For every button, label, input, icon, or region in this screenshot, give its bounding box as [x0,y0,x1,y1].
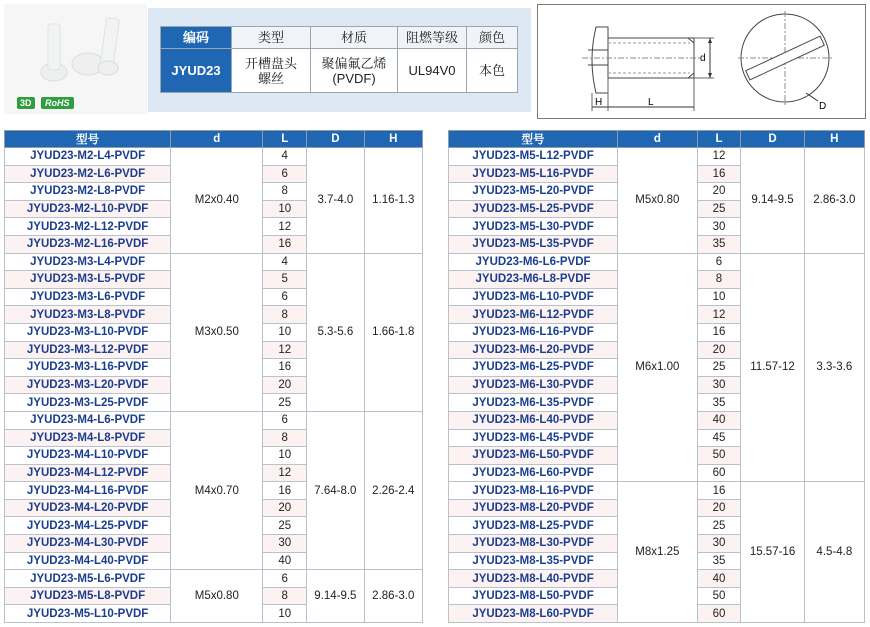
model-cell: JYUD23-M3-L4-PVDF [5,253,171,271]
length-cell: 6 [697,253,741,271]
head-height-cell: 4.5-4.8 [804,482,864,623]
model-cell: JYUD23-M5-L6-PVDF [5,570,171,588]
length-cell: 20 [697,499,741,517]
d-cell: M5x0.80 [618,148,698,254]
length-cell: 6 [263,288,307,306]
model-cell: JYUD23-M5-L20-PVDF [449,183,618,201]
model-cell: JYUD23-M6-L50-PVDF [449,447,618,465]
length-cell: 60 [697,464,741,482]
length-cell: 12 [697,148,741,166]
length-cell: 10 [697,288,741,306]
spec-material-line1: 聚偏氟乙烯 [321,55,387,71]
length-cell: 16 [697,482,741,500]
model-cell: JYUD23-M5-L8-PVDF [5,587,171,605]
length-cell: 35 [697,394,741,412]
head-diameter-cell: 3.7-4.0 [307,148,364,254]
col-header-L: L [263,131,307,148]
length-cell: 40 [697,570,741,588]
spec-color: 本色 [467,49,518,93]
model-cell: JYUD23-M2-L8-PVDF [5,183,171,201]
head-height-cell: 2.26-2.4 [364,411,422,569]
spec-type [232,49,311,93]
table-row [449,148,865,166]
model-cell: JYUD23-M5-L30-PVDF [449,218,618,236]
drawing-label-D: D [819,101,827,112]
length-cell: 5 [263,271,307,289]
head-height-cell: 1.66-1.8 [364,253,422,411]
model-cell: JYUD23-M5-L35-PVDF [449,235,618,253]
model-cell: JYUD23-M5-L25-PVDF [449,200,618,218]
col-header-L: L [697,131,741,148]
model-cell: JYUD23-M4-L25-PVDF [5,517,171,535]
drawing-label-H: H [595,97,603,108]
length-cell: 4 [263,253,307,271]
model-table-right [448,130,865,623]
length-cell: 6 [263,165,307,183]
length-cell: 30 [263,535,307,553]
model-cell: JYUD23-M8-L60-PVDF [449,605,618,623]
table-row [5,253,423,271]
length-cell: 25 [697,517,741,535]
length-cell: 40 [697,411,741,429]
length-cell: 30 [697,218,741,236]
spec-flame-rating: UL94V0 [398,49,467,93]
col-header-H: H [364,131,422,148]
model-cell: JYUD23-M4-L30-PVDF [5,535,171,553]
model-cell: JYUD23-M3-L12-PVDF [5,341,171,359]
model-cell: JYUD23-M6-L40-PVDF [449,411,618,429]
model-cell: JYUD23-M8-L25-PVDF [449,517,618,535]
col-header-d: d [171,131,263,148]
length-cell: 60 [697,605,741,623]
model-cell: JYUD23-M6-L35-PVDF [449,394,618,412]
length-cell: 10 [263,605,307,623]
d-cell: M3x0.50 [171,253,263,411]
length-cell: 8 [263,183,307,201]
model-cell: JYUD23-M4-L20-PVDF [5,499,171,517]
head-height-cell: 1.16-1.3 [364,148,422,254]
model-cell: JYUD23-M8-L16-PVDF [449,482,618,500]
model-cell: JYUD23-M6-L6-PVDF [449,253,618,271]
spec-type-line2: 螺丝 [257,70,284,86]
length-cell: 6 [263,411,307,429]
length-cell: 30 [697,376,741,394]
col-header-model: 型号 [5,131,171,148]
head-height-cell: 3.3-3.6 [804,253,864,482]
model-cell: JYUD23-M6-L30-PVDF [449,376,618,394]
length-cell: 10 [263,447,307,465]
col-header-H: H [804,131,864,148]
model-cell: JYUD23-M4-L40-PVDF [5,552,171,570]
model-cell: JYUD23-M3-L8-PVDF [5,306,171,324]
3d-badge: 3D [17,97,35,109]
length-cell: 20 [263,499,307,517]
model-cell: JYUD23-M4-L10-PVDF [5,447,171,465]
length-cell: 10 [263,323,307,341]
model-cell: JYUD23-M4-L8-PVDF [5,429,171,447]
model-cell: JYUD23-M2-L4-PVDF [5,148,171,166]
length-cell: 16 [263,359,307,377]
length-cell: 4 [263,148,307,166]
head-diameter-cell: 7.64-8.0 [307,411,364,569]
model-cell: JYUD23-M3-L6-PVDF [5,288,171,306]
d-cell: M2x0.40 [171,148,263,254]
spec-material [311,49,398,93]
model-cell: JYUD23-M2-L6-PVDF [5,165,171,183]
model-cell: JYUD23-M8-L50-PVDF [449,587,618,605]
spec-material-line2: (PVDF) [332,70,376,86]
model-cell: JYUD23-M6-L12-PVDF [449,306,618,324]
length-cell: 12 [263,464,307,482]
spec-header-material: 材质 [311,27,398,49]
head-diameter-cell: 9.14-9.5 [741,148,804,254]
head-diameter-cell: 11.57-12 [741,253,804,482]
table-row [5,148,423,166]
length-cell: 40 [263,552,307,570]
spec-code: JYUD23 [161,49,232,93]
length-cell: 25 [263,394,307,412]
head-height-cell: 2.86-3.0 [804,148,864,254]
length-cell: 35 [697,552,741,570]
spec-header-code: 编码 [161,27,232,49]
model-cell: JYUD23-M6-L60-PVDF [449,464,618,482]
d-cell: M4x0.70 [171,411,263,569]
model-cell: JYUD23-M2-L12-PVDF [5,218,171,236]
model-table-left [4,130,423,623]
length-cell: 12 [263,341,307,359]
model-cell: JYUD23-M6-L20-PVDF [449,341,618,359]
length-cell: 12 [263,218,307,236]
rohs-badge: RoHS [41,97,74,109]
d-cell: M6x1.00 [618,253,698,482]
length-cell: 20 [697,183,741,201]
model-cell: JYUD23-M2-L16-PVDF [5,235,171,253]
head-diameter-cell: 15.57-16 [741,482,804,623]
table-row [5,411,423,429]
model-cell: JYUD23-M2-L10-PVDF [5,200,171,218]
spec-header-type: 类型 [232,27,311,49]
head-height-cell: 2.86-3.0 [364,570,422,623]
d-cell: M5x0.80 [171,570,263,623]
d-cell: M8x1.25 [618,482,698,623]
length-cell: 45 [697,429,741,447]
length-cell: 20 [263,376,307,394]
table-row [449,253,865,271]
length-cell: 25 [263,517,307,535]
model-cell: JYUD23-M3-L16-PVDF [5,359,171,377]
technical-drawing [537,4,866,119]
col-header-D: D [307,131,364,148]
spec-header-flame: 阻燃等级 [398,27,467,49]
model-cell: JYUD23-M6-L16-PVDF [449,323,618,341]
length-cell: 35 [697,235,741,253]
length-cell: 6 [263,570,307,588]
table-row [449,482,865,500]
model-cell: JYUD23-M6-L45-PVDF [449,429,618,447]
model-cell: JYUD23-M3-L10-PVDF [5,323,171,341]
model-cell: JYUD23-M6-L10-PVDF [449,288,618,306]
length-cell: 16 [697,165,741,183]
model-cell: JYUD23-M4-L12-PVDF [5,464,171,482]
length-cell: 16 [263,235,307,253]
model-cell: JYUD23-M4-L16-PVDF [5,482,171,500]
model-cell: JYUD23-M8-L40-PVDF [449,570,618,588]
model-cell: JYUD23-M5-L12-PVDF [449,148,618,166]
drawing-label-L: L [648,97,654,108]
table-row [5,570,423,588]
length-cell: 16 [697,323,741,341]
model-cell: JYUD23-M8-L20-PVDF [449,499,618,517]
head-diameter-cell: 9.14-9.5 [307,570,364,623]
length-cell: 50 [697,587,741,605]
length-cell: 25 [697,359,741,377]
drawing-label-d: d [700,53,706,64]
col-header-D: D [741,131,804,148]
length-cell: 8 [263,587,307,605]
spec-header-color: 颜色 [467,27,518,49]
length-cell: 20 [697,341,741,359]
length-cell: 8 [263,306,307,324]
model-cell: JYUD23-M6-L8-PVDF [449,271,618,289]
col-header-d: d [618,131,698,148]
col-header-model: 型号 [449,131,618,148]
model-cell: JYUD23-M3-L5-PVDF [5,271,171,289]
model-cell: JYUD23-M8-L30-PVDF [449,535,618,553]
length-cell: 10 [263,200,307,218]
model-cell: JYUD23-M5-L10-PVDF [5,605,171,623]
length-cell: 25 [697,200,741,218]
length-cell: 30 [697,535,741,553]
screw-dimension-drawing [538,5,865,118]
spec-type-line1: 开槽盘头 [244,55,297,71]
model-cell: JYUD23-M5-L16-PVDF [449,165,618,183]
product-photo [4,4,147,114]
model-cell: JYUD23-M3-L20-PVDF [5,376,171,394]
model-cell: JYUD23-M4-L6-PVDF [5,411,171,429]
head-diameter-cell: 5.3-5.6 [307,253,364,411]
length-cell: 8 [697,271,741,289]
length-cell: 50 [697,447,741,465]
length-cell: 8 [263,429,307,447]
spec-table [160,26,518,93]
model-cell: JYUD23-M3-L25-PVDF [5,394,171,412]
length-cell: 12 [697,306,741,324]
model-cell: JYUD23-M8-L35-PVDF [449,552,618,570]
model-cell: JYUD23-M6-L25-PVDF [449,359,618,377]
length-cell: 16 [263,482,307,500]
